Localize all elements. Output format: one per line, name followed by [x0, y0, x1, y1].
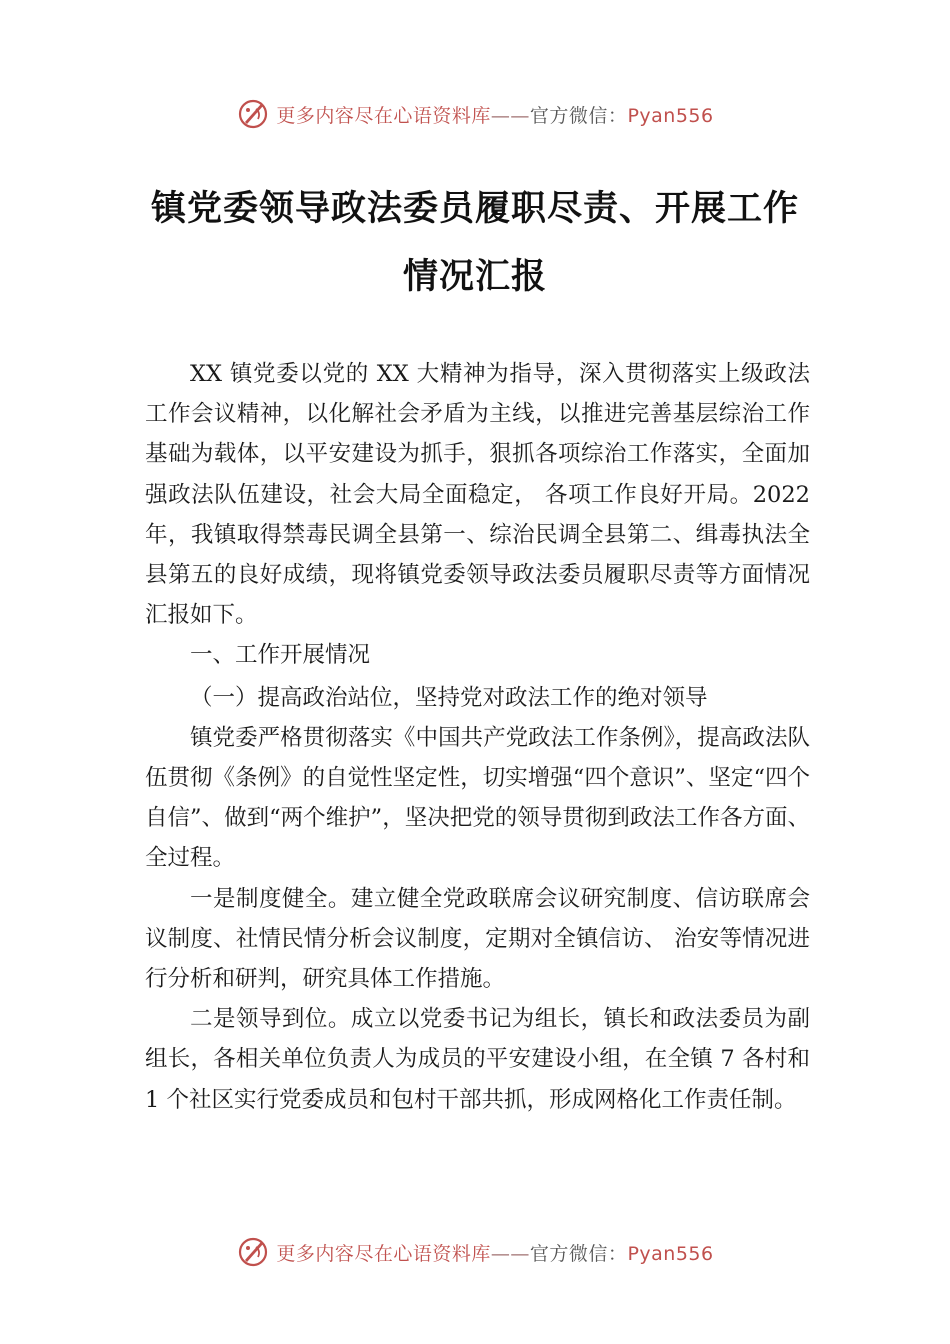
watermark-header: [0, 94, 950, 134]
section-heading: 一、工作开展情况: [190, 642, 371, 669]
watermark-dash: ——: [490, 1242, 530, 1265]
watermark-text: [276, 101, 713, 128]
subsection-heading: （一）提高政治站位，坚持党对政法工作的绝对领导: [190, 684, 708, 711]
watermark-footer: [0, 1232, 950, 1272]
paragraph-system: 一是制度健全。建立健全党政联席会议研究制度、信访联席会议制度、社情民情分析会议制度，定期对全镇信访、 治安等情况进行分析和研判，研究具体工作措施。: [145, 885, 810, 993]
watermark-label: 官方微信：: [529, 104, 628, 127]
watermark-main: 更多内容尽在心语资料库: [276, 1242, 491, 1265]
document-title-line2: 情况汇报: [402, 256, 547, 297]
watermark-wechat-id: Pyan556: [627, 104, 714, 127]
paragraph-intro: XX 镇党委以党的 XX 大精神为指导，深入贯彻落实上级政法工作会议精神，以化解社会矛盾为主线，以推进完善基层综治工作基础为载体，以平安建设为抓手，狠抓各项综治工作落实，全面加强政法队伍建设，社会大局全面稳定， 各项工作良好开局。2022 年，我镇取得禁毒民调全县第一、综治民调全县第二、缉毒执法全县第五的良好成绩，现将镇党委领导政法委员履职尽责等方面情况汇报如下。: [145, 361, 810, 629]
document-body: [145, 354, 810, 1120]
paragraph-regulation: 镇党委严格贯彻落实《中国共产党政法工作条例》，提高政法队伍贯彻《条例》的自觉性坚定性，切实增强“四个意识”、坚定“四个自信”、做到“两个维护”，坚决把党的领导贯彻到政法工作各方面、全过程。: [145, 724, 810, 872]
paragraph-leadership: 二是领导到位。成立以党委书记为组长，镇长和政法委员为副组长，各相关单位负责人为成员的平安建设小组，在全镇 7 各村和 1 个社区实行党委成员和包村干部共抓，形成网格化工作责任制。: [145, 1006, 810, 1113]
watermark-main: 更多内容尽在心语资料库: [276, 104, 491, 127]
watermark-label: 官方微信：: [529, 1242, 628, 1265]
watermark-dash: ——: [490, 104, 530, 127]
quill-seal-icon: [236, 97, 270, 131]
quill-seal-icon: [236, 1235, 270, 1269]
watermark-text: [276, 1239, 713, 1266]
document-title-line1: 镇党委领导政法委员履职尽责、开展工作: [150, 188, 799, 229]
watermark-wechat-id: Pyan556: [627, 1242, 714, 1265]
